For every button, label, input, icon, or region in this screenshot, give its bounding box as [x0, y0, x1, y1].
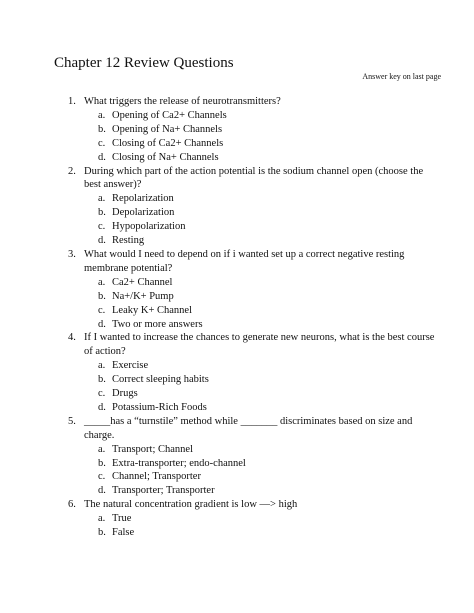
option-3d	[68, 318, 438, 332]
question-1	[68, 95, 438, 109]
option-text: Channel; Transporter	[112, 471, 201, 483]
option-letter: b.	[98, 527, 106, 539]
option-6b	[68, 526, 438, 540]
answer-key-note: Answer key on last page	[362, 72, 441, 81]
option-letter: a.	[98, 276, 106, 288]
option-2d	[68, 234, 438, 248]
option-letter: b.	[98, 207, 106, 219]
option-text: True	[112, 513, 132, 525]
option-letter: d.	[98, 318, 106, 330]
option-letter: d.	[98, 401, 106, 413]
question-6	[68, 498, 438, 512]
option-1a	[68, 109, 438, 123]
question-list	[68, 95, 438, 540]
option-1b	[68, 123, 438, 137]
option-text: Transport; Channel	[112, 443, 193, 455]
question-text: What triggers the release of neurotransmitters?	[84, 96, 281, 107]
option-text: Closing of Ca2+ Channels	[112, 137, 224, 149]
question-number: 4.	[68, 332, 76, 344]
option-letter: a.	[98, 443, 106, 455]
option-4a	[68, 359, 438, 373]
question-text: During which part of the action potential is the sodium channel open (choose the best answer)?	[84, 165, 424, 191]
question-number: 6.	[68, 499, 76, 511]
question-5	[68, 415, 438, 443]
option-letter: a.	[98, 109, 106, 121]
option-text: Leaky K+ Channel	[112, 304, 192, 316]
option-letter: b.	[98, 457, 106, 469]
question-3	[68, 248, 438, 276]
question-number: 5.	[68, 415, 76, 427]
option-letter: c.	[98, 388, 106, 400]
question-text: _____has a “turnstile” method while _______ discriminates based on size and charge.	[84, 415, 413, 441]
option-letter: c.	[98, 471, 106, 483]
option-1c	[68, 137, 438, 151]
question-2	[68, 165, 438, 193]
option-3c	[68, 304, 438, 318]
option-text: Opening of Na+ Channels	[112, 123, 223, 135]
option-2c	[68, 220, 438, 234]
option-text: Ca2+ Channel	[112, 276, 173, 288]
option-text: Extra-transporter; endo-channel	[112, 457, 246, 469]
option-4c	[68, 387, 438, 401]
option-text: Opening of Ca2+ Channels	[112, 109, 227, 121]
option-text: False	[112, 527, 135, 539]
option-letter: c.	[98, 304, 106, 316]
option-3a	[68, 276, 438, 290]
option-letter: a.	[98, 513, 106, 525]
option-text: Exercise	[112, 360, 149, 372]
option-text: Resting	[112, 235, 145, 247]
question-number: 3.	[68, 248, 76, 260]
question-text: What would I need to depend on if i wanted set up a correct negative resting membrane potential?	[84, 248, 405, 274]
option-text: Two or more answers	[112, 318, 203, 330]
option-text: Drugs	[112, 388, 138, 400]
option-text: Correct sleeping habits	[112, 374, 209, 386]
option-letter: c.	[98, 221, 106, 233]
option-letter: d.	[98, 151, 106, 163]
option-letter: d.	[98, 235, 106, 247]
question-number: 1.	[68, 96, 76, 107]
option-5b	[68, 457, 438, 471]
page-title: Chapter 12 Review Questions	[54, 55, 234, 71]
option-letter: a.	[98, 193, 106, 205]
question-text: If I wanted to increase the chances to generate new neurons, what is the best course of action?	[84, 332, 435, 358]
option-5c	[68, 470, 438, 484]
option-text: Transporter; Transporter	[112, 485, 215, 497]
option-2a	[68, 192, 438, 206]
option-6a	[68, 512, 438, 526]
option-letter: b.	[98, 374, 106, 386]
option-5d	[68, 484, 438, 498]
option-text: Repolarization	[112, 193, 174, 205]
question-number: 2.	[68, 165, 76, 177]
option-text: Hypopolarization	[112, 221, 186, 233]
option-4d	[68, 401, 438, 415]
option-3b	[68, 290, 438, 304]
option-letter: c.	[98, 137, 106, 149]
question-4	[68, 331, 438, 359]
option-text: Closing of Na+ Channels	[112, 151, 219, 163]
option-letter: b.	[98, 290, 106, 302]
option-2b	[68, 206, 438, 220]
option-letter: a.	[98, 360, 106, 372]
option-letter: b.	[98, 123, 106, 135]
option-text: Na+/K+ Pump	[112, 290, 174, 302]
option-4b	[68, 373, 438, 387]
option-5a	[68, 443, 438, 457]
option-text: Potassium-Rich Foods	[112, 401, 207, 413]
option-1d	[68, 151, 438, 165]
option-letter: d.	[98, 485, 106, 497]
question-text: The natural concentration gradient is low —> high	[84, 499, 298, 511]
option-text: Depolarization	[112, 207, 175, 219]
